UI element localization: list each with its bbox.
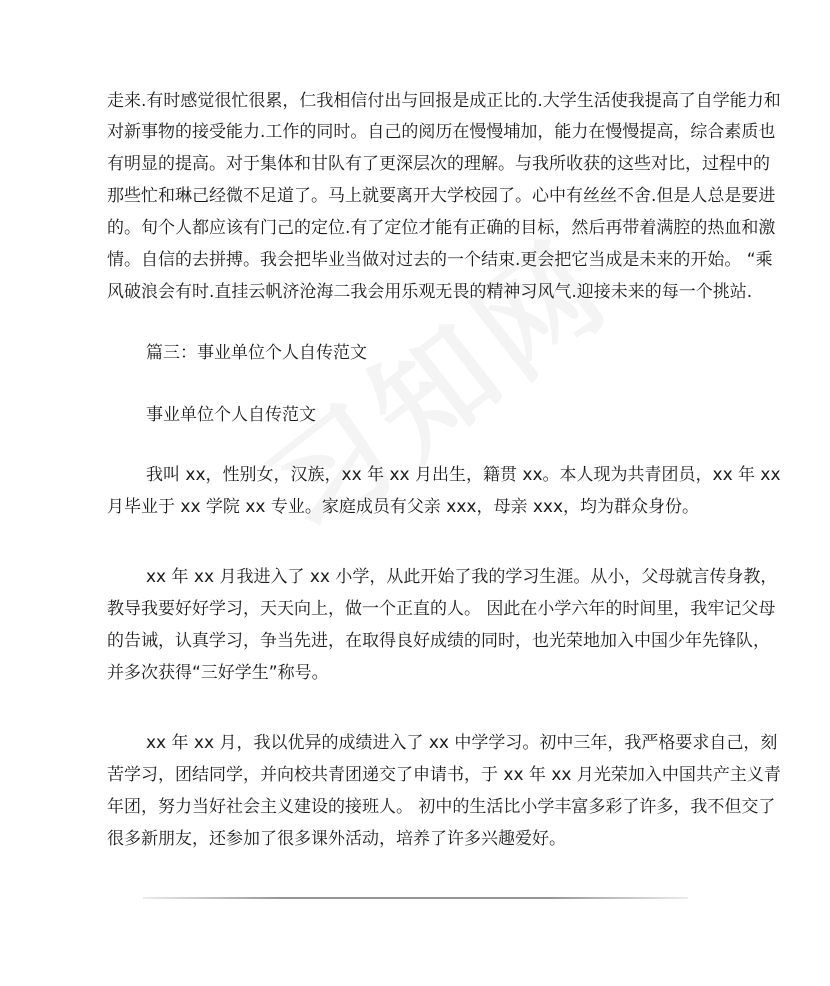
paragraph-line: xx 年 xx 月我进入了 xx 小学，从此开始了我的学习生涯。从小，父母就言传身教， [146,567,778,587]
section-heading: 篇三：事业单位个人自传范文 [146,343,367,363]
footer-divider [143,897,688,899]
paragraph-line: 有明显的提高。对于集体和甘队有了更深层次的理解。与我所收获的这些对比，过程中的 [107,154,770,174]
paragraph-line: 很多新朋友，还参加了很多课外活动，培养了许多兴趣爱好。 [107,829,566,849]
paragraph-line: 我叫 xx，性别女，汉族，xx 年 xx 月出生，籍贯 xx。本人现为共青团员，xx 年 xx [146,465,781,485]
paragraph-line: 风破浪会有时.直挂云帆济沧海二我会用乐观无畏的精神习风气.迎接未来的每一个挑站. [107,282,753,302]
paragraph-line: 苦学习，团结同学，并向校共青团递交了申请书，于 xx 年 xx 月光荣加入中国共产主义青 [107,765,781,785]
paragraph-line: 对新事物的接受能力.工作的同时。自己的阅历在慢慢埔加，能力在慢慢提高，综合素质也 [107,122,776,142]
paragraph-line: 情。自信的去拼搏。我会把毕业当做对过去的一个结束.更会把它当成是未来的开始。 “乘 [107,250,773,270]
paragraph-line: 并多次获得“三好学生”称号。 [107,663,329,683]
paragraph-line: 教导我要好好学习，天天向上，做一个正直的人。 因此在小学六年的时间里，我牢记父母 [107,599,776,619]
document-title: 事业单位个人自传范文 [146,405,316,425]
paragraph-line: 那些忙和琳己经微不足道了。马上就要离开大学校园了。心中有丝丝不舍.但是人总是要进 [107,186,776,206]
paragraph-line: 走来.有时感觉很忙很累，仁我相信付出与回报是成正比的.大学生活使我提高了自学能力和 [107,91,781,111]
paragraph-line: 的告诫，认真学习，争当先进，在取得良好成绩的同时，也光荣地加入中国少年先锋队， [107,631,770,651]
paragraph-line: 的。旬个人都应该有门己的定位.有了定位才能有正确的目标，然后再带着满腔的热血和激 [107,218,776,238]
paragraph-line: 月毕业于 xx 学院 xx 专业。家庭成员有父亲 xxx，母亲 xxx，均为群众身份。 [107,497,700,517]
paragraph-line: 年团，努力当好社会主义建设的接班人。 初中的生活比小学丰富多彩了许多，我不但交了 [107,797,776,817]
paragraph-line: xx 年 xx 月，我以优异的成绩进入了 xx 中学学习。初中三年，我严格要求自己，刻 [146,733,778,753]
